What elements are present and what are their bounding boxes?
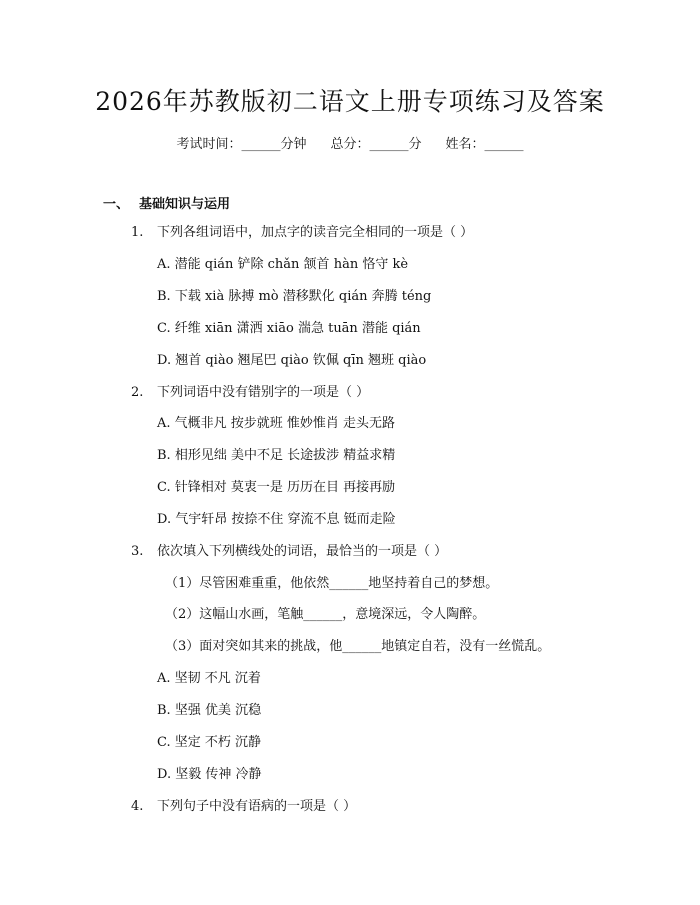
question-number: 3. — [131, 544, 144, 559]
q3-subitem-1: （1）尽管困难重重，他依然______地坚持着自己的梦想。 — [165, 576, 499, 591]
question-stem: 下列词语中没有错别字的一项是（ ） — [157, 385, 370, 400]
question-number: 1. — [131, 225, 144, 240]
q3-option-d: D. 坚毅 传神 冷静 — [157, 767, 262, 782]
q3-option-b: B. 坚强 优美 沉稳 — [157, 703, 262, 718]
question-stem: 下列各组词语中，加点字的读音完全相同的一项是（ ） — [157, 225, 474, 240]
question-2 — [131, 385, 369, 401]
q3-subitem-3: （3）面对突如其来的挑战，他______地镇定自若，没有一丝慌乱。 — [165, 639, 551, 654]
document-title: 2026年苏教版初二语文上册专项练习及答案 — [95, 87, 605, 116]
q1-option-c: C. 纤维 xiān 潇洒 xiāo 湍急 tuān 潜能 qián — [157, 321, 421, 336]
section-title: 基础知识与运用 — [139, 197, 231, 212]
question-1 — [131, 225, 473, 241]
exam-score-field: 总分：______分 — [330, 137, 422, 152]
q2-option-b: B. 相形见绌 美中不足 长途拔涉 精益求精 — [157, 448, 396, 463]
q2-option-d: D. 气宇轩昂 按捺不住 穿流不息 铤而走险 — [157, 512, 396, 527]
exam-time-field: 考试时间：______分钟 — [176, 137, 307, 152]
question-stem: 下列句子中没有语病的一项是（ ） — [157, 799, 357, 814]
q3-option-c: C. 坚定 不朽 沉静 — [157, 735, 262, 750]
q1-option-b: B. 下载 xià 脉搏 mò 潜移默化 qián 奔腾 téng — [157, 289, 432, 304]
question-4 — [131, 799, 356, 815]
q3-option-a: A. 坚韧 不凡 沉着 — [157, 671, 261, 686]
question-number: 2. — [131, 385, 144, 400]
q1-option-d: D. 翘首 qiào 翘尾巴 qiào 钦佩 qīn 翘班 qiào — [157, 353, 427, 368]
question-3 — [131, 544, 447, 560]
q2-option-c: C. 针锋相对 莫衷一是 历历在目 再接再励 — [157, 480, 396, 495]
q3-subitem-2: （2）这幅山水画，笔触______，意境深远，令人陶醉。 — [165, 607, 486, 622]
q2-option-a: A. 气概非凡 按步就班 惟妙惟肖 走头无路 — [157, 416, 396, 431]
question-number: 4. — [131, 799, 144, 814]
section-heading — [103, 193, 230, 212]
question-stem: 依次填入下列横线处的词语，最恰当的一项是（ ） — [157, 544, 448, 559]
section-number: 一、 — [103, 197, 130, 212]
q1-option-a: A. 潜能 qián 铲除 chǎn 颔首 hàn 恪守 kè — [157, 257, 409, 272]
exam-info-line — [0, 133, 700, 152]
exam-name-field: 姓名：______ — [445, 137, 524, 152]
